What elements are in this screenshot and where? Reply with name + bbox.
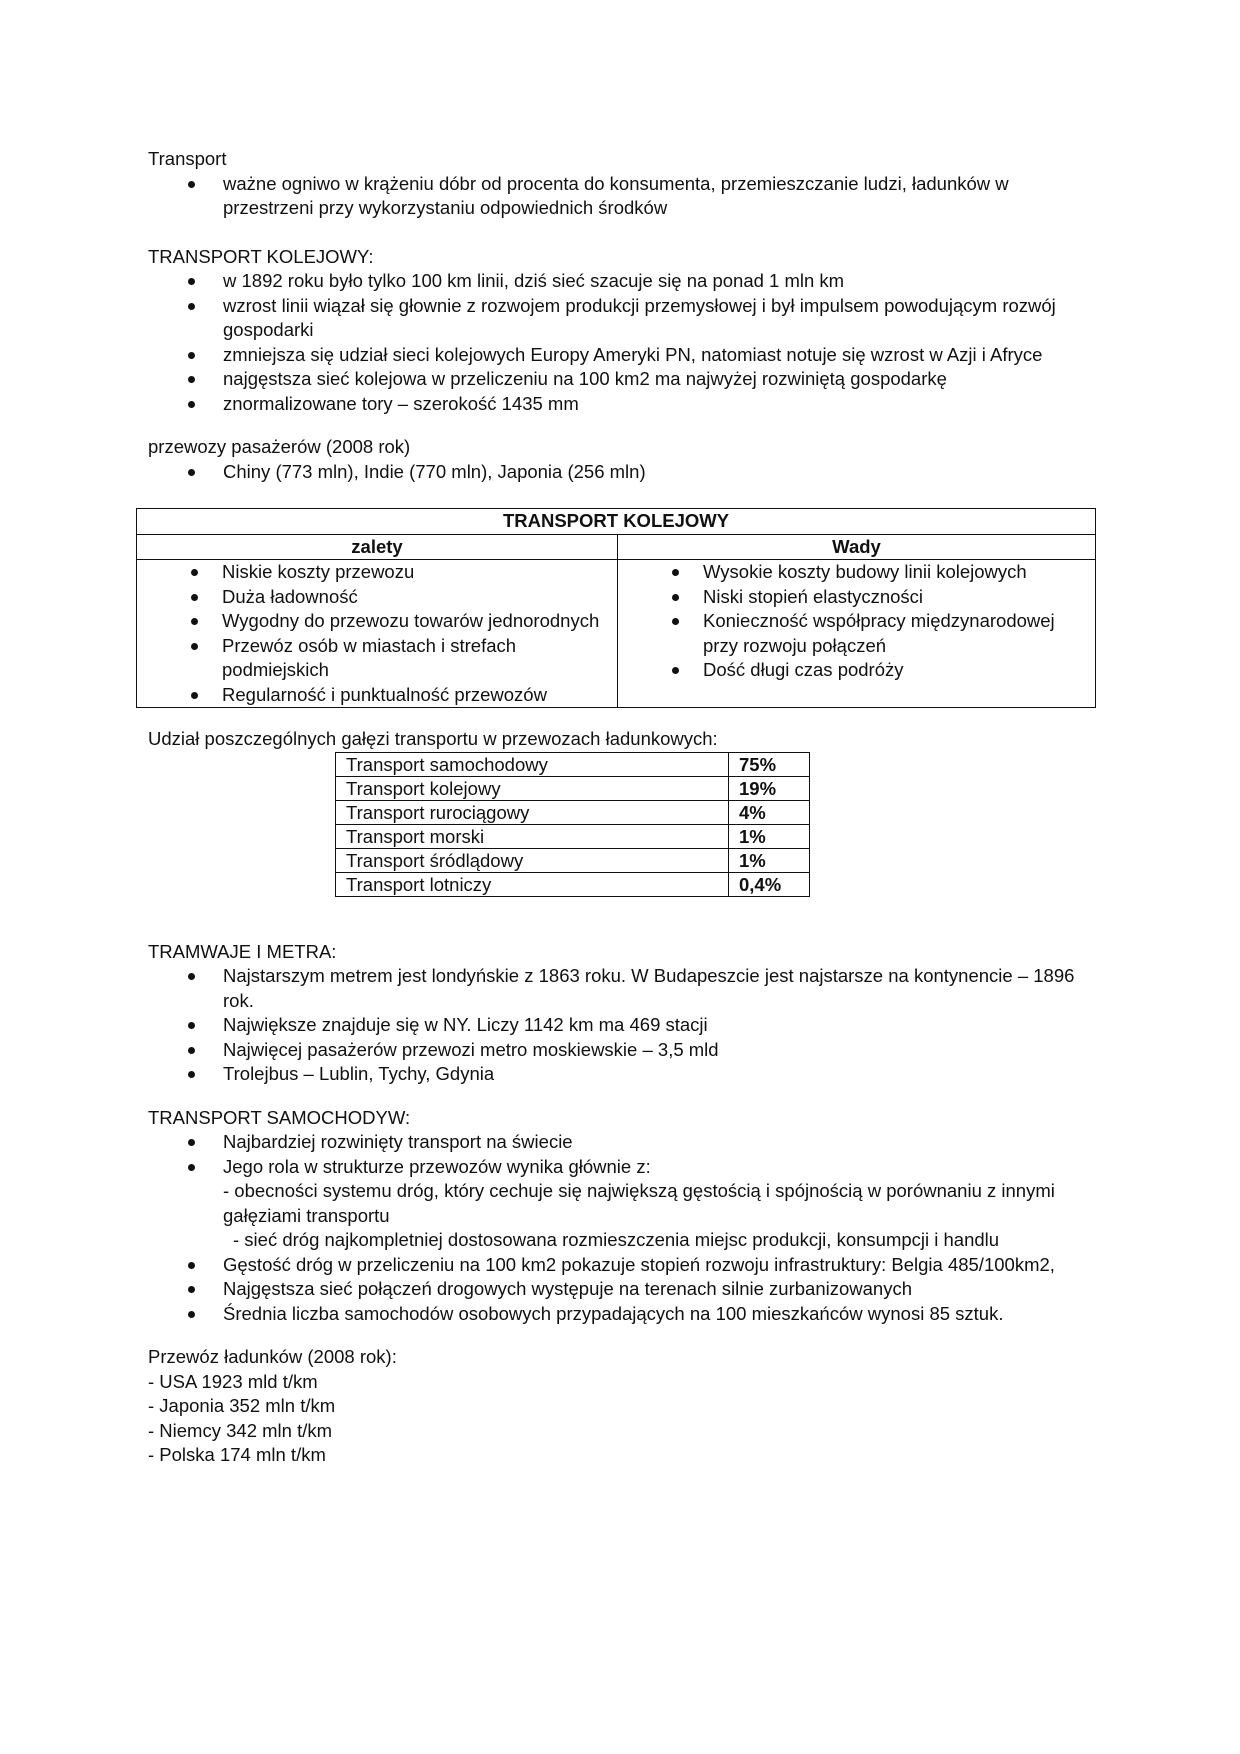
cargo-line: - Japonia 352 mln t/km xyxy=(148,1395,336,1416)
pros-item: Regularność i punktualność przewozów xyxy=(137,683,617,708)
cons-list xyxy=(618,560,1095,683)
pros-list xyxy=(137,560,617,707)
share-value: 1% xyxy=(729,848,810,872)
pros-item: Duża ładowność xyxy=(137,585,617,610)
list-item: Średnia liczba samochodów osobowych przypadających na 100 mieszkańców wynosi 85 sztuk. xyxy=(148,1302,1098,1327)
list-item: Chiny (773 mln), Indie (770 mln), Japonia (256 mln) xyxy=(148,460,1098,485)
list-item: Najwięcej pasażerów przewozi metro moskiewskie – 3,5 mld xyxy=(148,1038,1098,1063)
cons-item: Wysokie koszty budowy linii kolejowych xyxy=(618,560,1095,585)
share-mode: Transport morski xyxy=(336,824,729,848)
cargo-heading: Przewóz ładunków (2008 rok): xyxy=(148,1346,397,1367)
list-item: Najbardziej rozwinięty transport na świecie xyxy=(148,1130,1098,1155)
list-item: ważne ogniwo w krążeniu dóbr od procenta do konsumenta, przemieszczanie ludzi, ładunków w przestrzeni przy wykorzystaniu odpowiednich środków xyxy=(148,172,1098,221)
list-item: Największe znajduje się w NY. Liczy 1142 km ma 469 stacji xyxy=(148,1013,1098,1038)
intro-list xyxy=(148,172,1098,221)
pros-header: zalety xyxy=(137,534,618,560)
table-row xyxy=(336,824,810,848)
share-value: 19% xyxy=(729,776,810,800)
pros-item: Niskie koszty przewozu xyxy=(137,560,617,585)
cargo-line: - USA 1923 mld t/km xyxy=(148,1370,318,1392)
pros-cell xyxy=(137,560,618,708)
passengers-heading: przewozy pasażerów (2008 rok) xyxy=(148,436,411,457)
road-list xyxy=(148,1130,1098,1326)
document-content xyxy=(148,147,1098,1468)
cons-item: Dość długi czas podróży xyxy=(618,658,1095,683)
list-item-text: Jego rola w strukturze przewozów wynika głównie z: xyxy=(223,1155,651,1177)
cargo-line: - Polska 174 mln t/km xyxy=(148,1444,326,1465)
list-item: zmniejsza się udział sieci kolejowych Europy Ameryki PN, natomiast notuje się wzrost w Azji i Afryce xyxy=(148,343,1098,368)
pros-item: Wygodny do przewozu towarów jednorodnych xyxy=(137,609,617,634)
pros-item: Przewóz osób w miastach i strefach podmiejskich xyxy=(137,634,617,683)
metro-list xyxy=(148,964,1098,1087)
list-item: wzrost linii wiązał się głownie z rozwojem produkcji przemysłowej i był impulsem powodującym rozwój gospodarki xyxy=(148,294,1098,343)
road-heading: TRANSPORT SAMOCHODYW: xyxy=(148,1106,411,1128)
sub-point: - sieć dróg najkompletniej dostosowana rozmieszczenia miejsc produkcji, konsumpcji i handlu xyxy=(233,1229,1000,1250)
rail-pros-cons-table xyxy=(136,508,1096,708)
list-item: Najstarszym metrem jest londyńskie z 1863 roku. W Budapeszcie jest najstarsze na kontynencie – 1896 rok. xyxy=(148,964,1098,1013)
share-mode: Transport lotniczy xyxy=(336,872,729,896)
share-mode: Transport kolejowy xyxy=(336,776,729,800)
list-item: znormalizowane tory – szerokość 1435 mm xyxy=(148,392,1098,417)
passengers-list xyxy=(148,460,1098,485)
share-heading: Udział poszczególnych gałęzi transportu w przewozach ładunkowych: xyxy=(148,728,718,749)
share-mode: Transport śródlądowy xyxy=(336,848,729,872)
share-mode: Transport samochodowy xyxy=(336,752,729,776)
cargo-line: - Niemcy 342 mln t/km xyxy=(148,1419,333,1441)
cons-item: Konieczność współpracy międzynarodowej przy rozwoju połączeń xyxy=(618,609,1095,658)
share-mode: Transport rurociągowy xyxy=(336,800,729,824)
transport-share-table xyxy=(335,752,810,897)
table-row xyxy=(336,872,810,896)
rail-heading: TRANSPORT KOLEJOWY: xyxy=(148,245,374,267)
share-value: 0,4% xyxy=(729,872,810,896)
rail-table-title: TRANSPORT KOLEJOWY xyxy=(137,509,1096,535)
intro-heading: Transport xyxy=(148,148,227,169)
list-item: w 1892 roku było tylko 100 km linii, dziś sieć szacuje się na ponad 1 mln km xyxy=(148,269,1098,294)
metro-heading: TRAMWAJE I METRA: xyxy=(148,940,337,962)
table-row xyxy=(336,776,810,800)
table-row xyxy=(336,752,810,776)
rail-list xyxy=(148,269,1098,416)
list-item xyxy=(148,1155,1098,1253)
list-item: Trolejbus – Lublin, Tychy, Gdynia xyxy=(148,1062,1098,1087)
table-row xyxy=(336,800,810,824)
share-value: 4% xyxy=(729,800,810,824)
sub-point: - obecności systemu dróg, który cechuje się największą gęstością i spójnością w porównaniu z innymi gałęziami transportu xyxy=(223,1180,1055,1226)
share-value: 1% xyxy=(729,824,810,848)
table-row xyxy=(336,848,810,872)
cons-item: Niski stopień elastyczności xyxy=(618,585,1095,610)
cons-cell xyxy=(618,560,1096,708)
cons-header: Wady xyxy=(618,534,1096,560)
list-item: najgęstsza sieć kolejowa w przeliczeniu na 100 km2 ma najwyżej rozwiniętą gospodarkę xyxy=(148,367,1098,392)
list-item: Gęstość dróg w przeliczeniu na 100 km2 pokazuje stopień rozwoju infrastruktury: Belgia 485/100km2, xyxy=(148,1253,1098,1278)
list-item: Najgęstsza sieć połączeń drogowych występuje na terenach silnie zurbanizowanych xyxy=(148,1277,1098,1302)
share-value: 75% xyxy=(729,752,810,776)
